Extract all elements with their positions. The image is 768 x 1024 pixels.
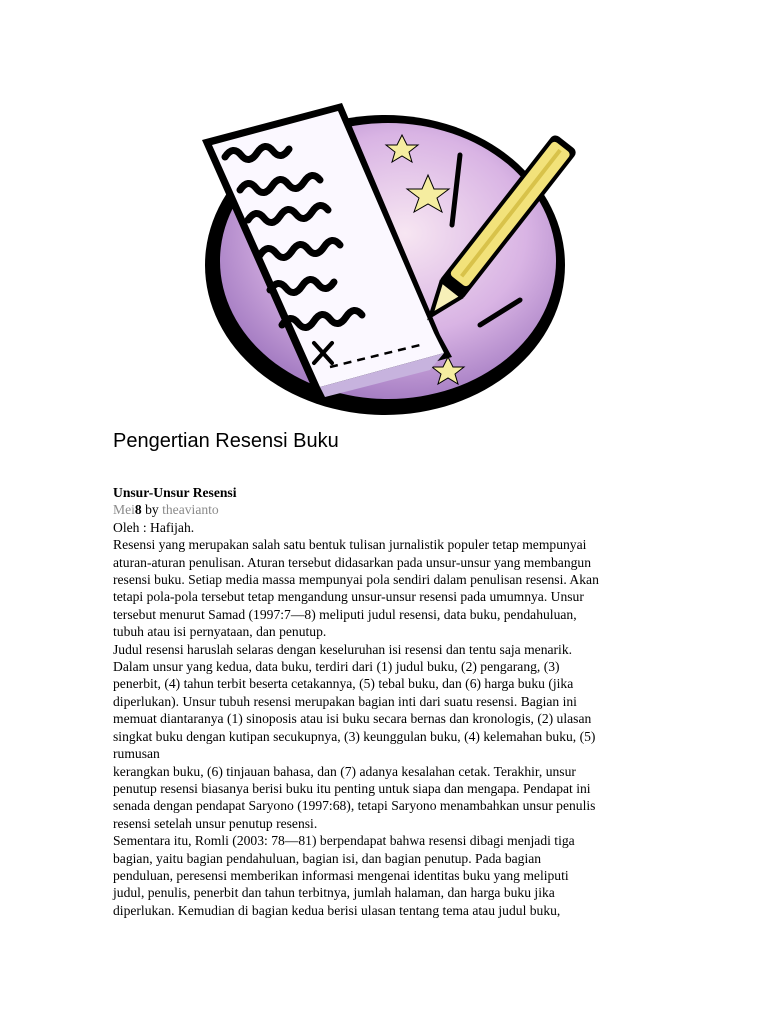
article-line: tetapi pola-pola tersebut tetap mengandung unsur-unsur resensi pada umumnya. Unsur	[113, 589, 584, 605]
article-line: rumusan	[113, 746, 160, 762]
article-line: resensi buku. Setiap media massa mempunyai pola sendiri dalam penulisan resensi. Akan	[113, 572, 599, 588]
page-title: Pengertian Resensi Buku	[113, 430, 339, 452]
post-by: by	[145, 502, 159, 518]
article-line: diperlukan). Unsur tubuh resensi merupakan bagian inti dari suatu resensi. Bagian ini	[113, 693, 577, 709]
article-line: singkat buku dengan kutipan secukupnya, (3) keunggulan buku, (4) kelemahan buku, (5)	[113, 728, 596, 744]
article-line: bagian, yaitu bagian pendahuluan, bagian isi, dan bagian penutup. Pada bagian	[113, 850, 542, 866]
article-line: memuat diantaranya (1) sinoposis atau isi buku secara bernas dan kronologis, (2) ulasan	[113, 711, 592, 727]
article-line: Sementara itu, Romli (2003: 78—81) berpendapat bahwa resensi dibagi menjadi tiga	[113, 833, 575, 849]
article-line: Oleh : Hafijah.	[113, 519, 195, 535]
article-line: penerbit, (4) tahun terbit beserta cetakannya, (5) tebal buku, dan (6) harga buku (jika	[113, 676, 574, 692]
article-body	[113, 484, 653, 919]
post-month: Mei	[113, 502, 135, 518]
article-line: penduluan, peresensi memberikan informasi mengenai identitas buku yang meliputi	[113, 867, 569, 883]
article-line: tubuh atau isi pernyataan, dan penutup.	[113, 624, 327, 640]
post-author-link[interactable]: theavianto	[162, 502, 219, 518]
article-line: kerangkan buku, (6) tinjauan bahasa, dan (7) adanya kesalahan cetak. Terakhir, unsur	[113, 763, 576, 779]
article-subtitle: Unsur-Unsur Resensi	[113, 485, 237, 500]
article-line: Dalam unsur yang kedua, data buku, terdiri dari (1) judul buku, (2) pengarang, (3)	[113, 659, 560, 675]
post-meta	[113, 501, 653, 518]
paper-pencil-clipart-icon	[190, 95, 580, 415]
article-line: aturan-aturan penulisan. Aturan tersebut didasarkan pada unsur-unsur yang membangun	[113, 554, 592, 570]
article-line: judul, penulis, penerbit dan tahun terbitnya, jumlah halaman, dan harga buku jika	[113, 885, 555, 901]
article-line: diperlukan. Kemudian di bagian kedua berisi ulasan tentang tema atau judul buku,	[113, 902, 561, 918]
article-line: Judul resensi haruslah selaras dengan keseluruhan isi resensi dan tentu saja menarik.	[113, 641, 573, 657]
article-line: senada dengan pendapat Saryono (1997:68), tetapi Saryono menambahkan unsur penulis	[113, 798, 596, 814]
article-line: Resensi yang merupakan salah satu bentuk tulisan jurnalistik populer tetap mempunyai	[113, 537, 587, 553]
article-line: resensi setelah unsur penutup resensi.	[113, 815, 318, 831]
article-line: tersebut menurut Samad (1997:7—8) meliputi judul resensi, data buku, pendahuluan,	[113, 606, 577, 622]
article-line: penutup resensi biasanya berisi buku itu penting untuk siapa dan mengapa. Pendapat ini	[113, 780, 591, 796]
post-day: 8	[134, 502, 142, 518]
